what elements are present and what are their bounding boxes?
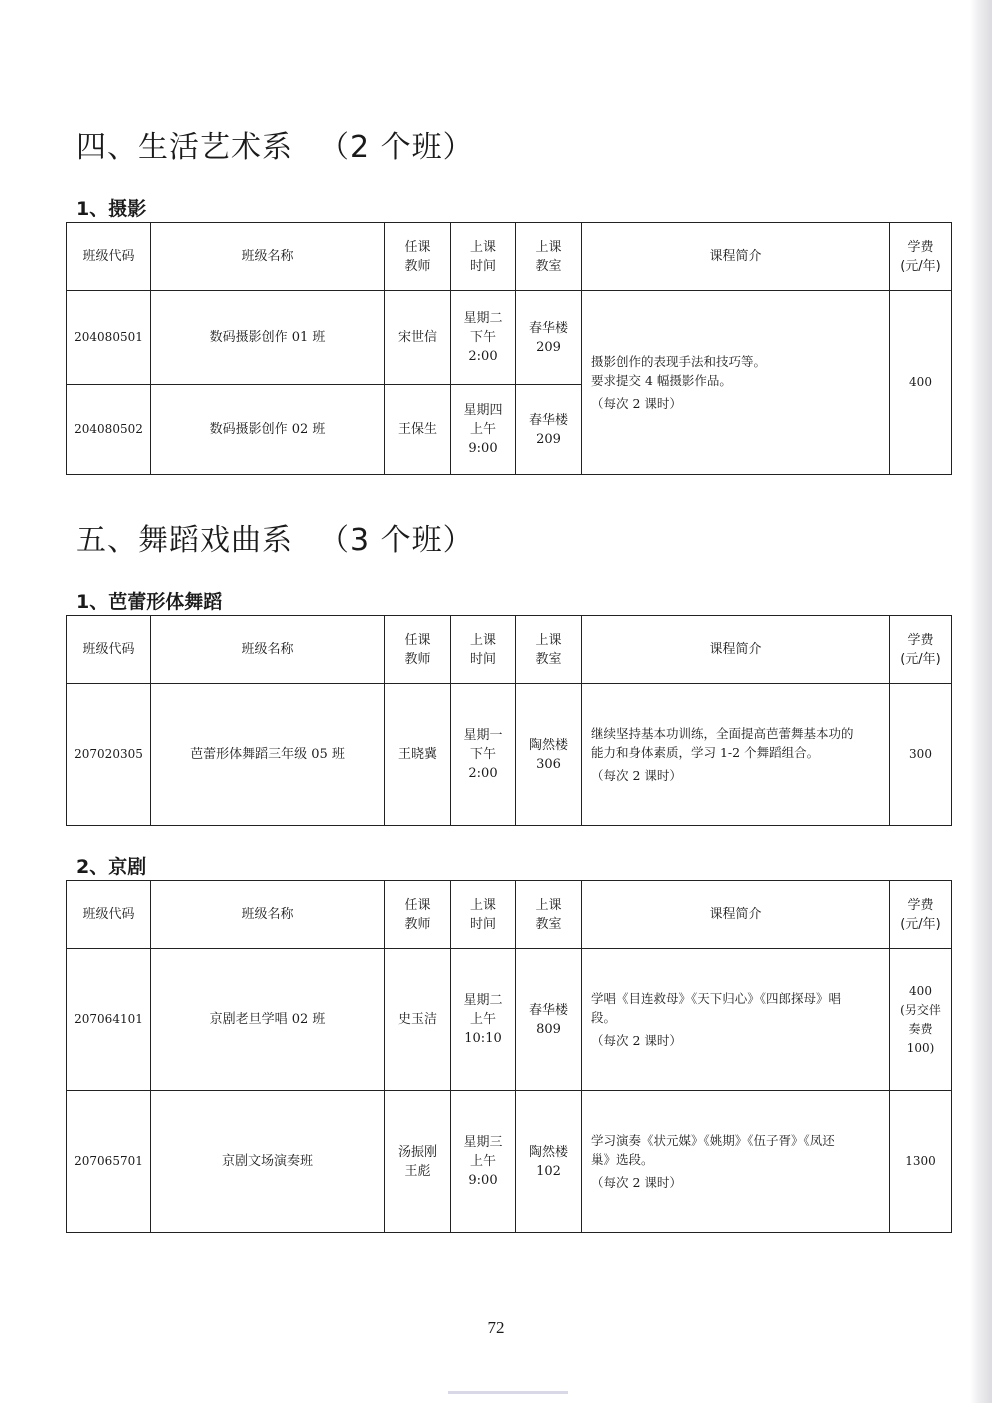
tuition-fee: 400 (另交伴 奏费 100) [890, 949, 952, 1091]
page-shadow-edge [970, 0, 992, 1403]
class-time: 星期二 下午 2:00 [451, 291, 516, 385]
tuition-fee: 1300 [890, 1091, 952, 1233]
header-name: 班级名称 [151, 223, 385, 291]
class-code: 204080501 [67, 291, 151, 385]
header-room: 上课 教室 [516, 881, 582, 949]
class-name: 数码摄影创作 02 班 [151, 385, 385, 475]
table-photography [66, 222, 952, 475]
dept-title-text: 五、舞蹈戏曲系 [76, 523, 293, 558]
tuition-fee: 300 [890, 684, 952, 826]
class-name: 京剧文场演奏班 [151, 1091, 385, 1233]
header-intro: 课程简介 [582, 223, 890, 291]
table-row [67, 684, 952, 826]
header-fee: 学费 (元/年) [890, 223, 952, 291]
header-code: 班级代码 [67, 616, 151, 684]
course-intro: 继续坚持基本功训练，全面提高芭蕾舞基本功的 能力和身体素质，学习 1-2 个舞蹈组合。 （每次 2 课时） [582, 684, 890, 826]
table-peking-opera [66, 880, 952, 1233]
header-fee: 学费 (元/年) [890, 616, 952, 684]
dept-title-text: 四、生活艺术系 [76, 130, 293, 165]
class-time: 星期四 上午 9:00 [451, 385, 516, 475]
header-teacher: 任课 教师 [385, 881, 451, 949]
dept-title-dance-opera [76, 515, 474, 559]
class-name: 数码摄影创作 01 班 [151, 291, 385, 385]
subsection-title-peking-opera: 2、京剧 [76, 856, 147, 878]
header-code: 班级代码 [67, 223, 151, 291]
header-intro: 课程简介 [582, 881, 890, 949]
course-intro: 学唱《目连救母》《天下归心》《四郎探母》唱 段。 （每次 2 课时） [582, 949, 890, 1091]
class-code: 207020305 [67, 684, 151, 826]
header-time: 上课 时间 [451, 881, 516, 949]
teacher: 王保生 [385, 385, 451, 475]
class-code: 207064101 [67, 949, 151, 1091]
course-intro: 学习演奏《状元媒》《姚期》《伍子胥》《凤还 巢》选段。 （每次 2 课时） [582, 1091, 890, 1233]
classroom: 陶然楼 306 [516, 684, 582, 826]
classroom: 春华楼 209 [516, 291, 582, 385]
class-name: 芭蕾形体舞蹈三年级 05 班 [151, 684, 385, 826]
header-code: 班级代码 [67, 881, 151, 949]
header-teacher: 任课 教师 [385, 616, 451, 684]
teacher: 王晓冀 [385, 684, 451, 826]
header-fee: 学费 (元/年) [890, 881, 952, 949]
table-row [67, 949, 952, 1091]
class-time: 星期一 下午 2:00 [451, 684, 516, 826]
teacher: 宋世信 [385, 291, 451, 385]
header-intro: 课程简介 [582, 616, 890, 684]
header-name: 班级名称 [151, 881, 385, 949]
header-name: 班级名称 [151, 616, 385, 684]
class-code: 207065701 [67, 1091, 151, 1233]
header-room: 上课 教室 [516, 616, 582, 684]
teacher: 史玉洁 [385, 949, 451, 1091]
class-code: 204080502 [67, 385, 151, 475]
classroom: 陶然楼 102 [516, 1091, 582, 1233]
header-room: 上课 教室 [516, 223, 582, 291]
table-header-row [67, 223, 952, 291]
table-ballet [66, 615, 952, 826]
header-time: 上课 时间 [451, 616, 516, 684]
header-time: 上课 时间 [451, 223, 516, 291]
teacher: 汤振刚 王彪 [385, 1091, 451, 1233]
class-time: 星期二 上午 10:10 [451, 949, 516, 1091]
class-time: 星期三 上午 9:00 [451, 1091, 516, 1233]
subsection-title-ballet: 1、芭蕾形体舞蹈 [76, 591, 223, 613]
table-header-row [67, 616, 952, 684]
tuition-fee: 400 [890, 291, 952, 475]
header-teacher: 任课 教师 [385, 223, 451, 291]
table-row [67, 1091, 952, 1233]
dept-title-life-arts [76, 122, 474, 166]
dept-class-count: （2 个班） [319, 130, 474, 165]
subsection-title-photography: 1、摄影 [76, 198, 147, 220]
dept-class-count: （3 个班） [319, 523, 474, 558]
page-number: 72 [487, 1318, 505, 1337]
table-row [67, 291, 952, 385]
class-name: 京剧老旦学唱 02 班 [151, 949, 385, 1091]
course-intro: 摄影创作的表现手法和技巧等。 要求提交 4 幅摄影作品。 （每次 2 课时） [582, 291, 890, 475]
classroom: 春华楼 209 [516, 385, 582, 475]
classroom: 春华楼 809 [516, 949, 582, 1091]
table-header-row [67, 881, 952, 949]
page-bottom-mark [448, 1391, 568, 1394]
